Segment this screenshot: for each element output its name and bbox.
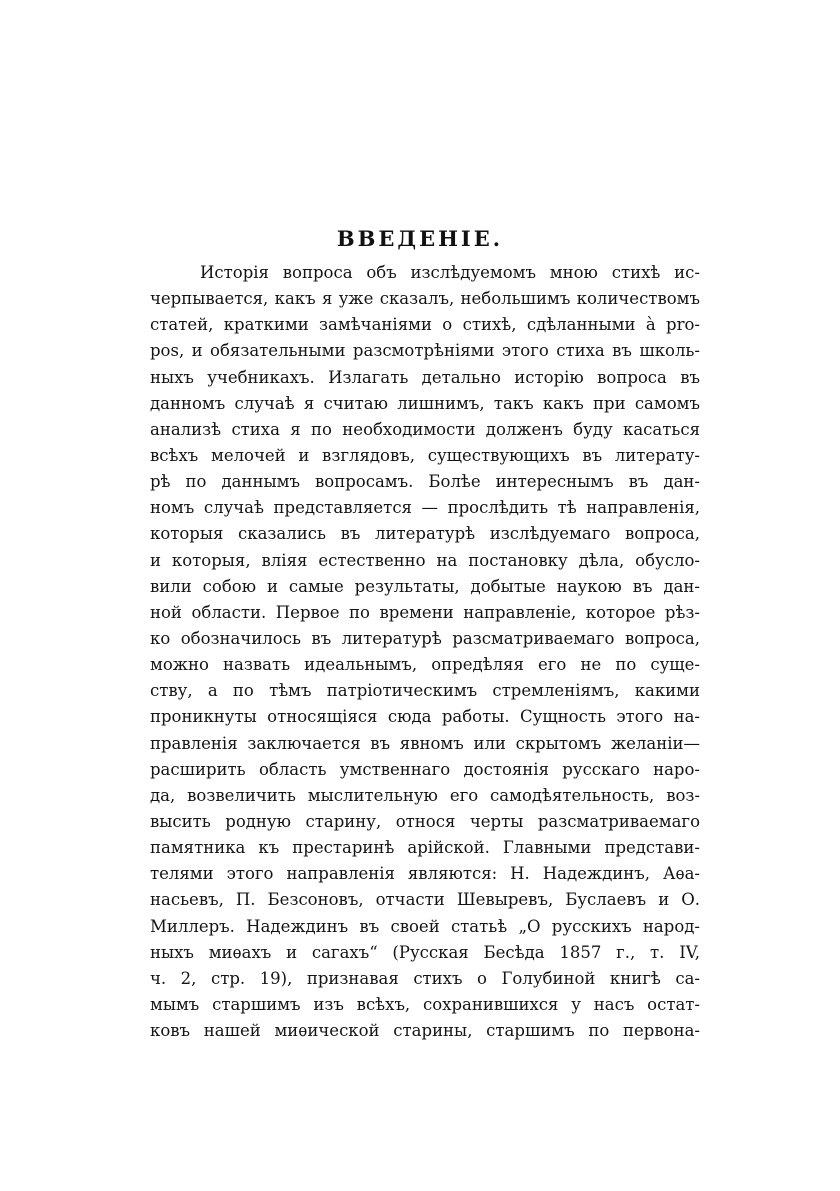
text-line: телями этого направленiя являются: Н. Надеждинъ, Аѳа- [150, 864, 700, 884]
text-line: ныхъ миѳахъ и сагахъ“ (Русская Бесѣда 1857 г., т. IV, [150, 942, 700, 962]
text-line: данномъ случаѣ я считаю лишнимъ, такъ какъ при самомъ [150, 393, 700, 413]
text-line: правленiя заключается въ явномъ или скрытомъ желанiи— [150, 733, 700, 753]
text-line: вили собою и самые результаты, добытые наукою въ дан- [150, 576, 700, 596]
text-line: анализѣ стиха я по необходимости долженъ буду касаться [150, 419, 700, 439]
text-line: pos, и обязательными разсмотрѣнiями этого стиха въ школь- [150, 341, 700, 361]
text-line: ныхъ учебникахъ. Излагать детально исторiю вопроса въ [150, 367, 700, 387]
text-line: которыя сказались въ литературѣ изслѣдуемаго вопроса, [150, 524, 700, 544]
text-line: ч. 2, стр. 19), признавая стихъ о Голубиной книгѣ са- [150, 968, 700, 988]
text-line: номъ случаѣ представляется — прослѣдить тѣ направленiя, [150, 498, 700, 518]
text-line: рѣ по даннымъ вопросамъ. Болѣе интереснымъ въ дан- [150, 472, 700, 492]
text-line: проникнуты относящiяся сюда работы. Сущность этого на- [150, 707, 700, 727]
text-line: мымъ старшимъ изъ всѣхъ, сохранившихся у насъ остат- [150, 994, 700, 1014]
text-line: ко обозначилось въ литературѣ разсматриваемаго вопроса, [150, 628, 700, 648]
body-text [150, 260, 700, 1044]
chapter-title: ВВЕДЕНIЕ. [336, 226, 504, 251]
text-line: и которыя, влiяя естественно на постановку дѣла, обусло- [150, 550, 700, 570]
text-line: да, возвеличить мыслительную его самодѣятельность, воз- [150, 785, 700, 805]
text-line: можно назвать идеальнымъ, опредѣляя его не по суще- [150, 655, 700, 675]
text-line: черпывается, какъ я уже сказалъ, небольшимъ количествомъ [150, 289, 700, 309]
text-line: Миллеръ. Надеждинъ въ своей статьѣ „О русскихъ народ- [150, 916, 700, 936]
text-line: Исторiя вопроса объ изслѣдуемомъ мною стихѣ ис- [200, 263, 700, 282]
text-line: памятника къ престаринѣ арiйской. Главными представи- [150, 838, 700, 858]
text-line: ству, а по тѣмъ патрiотическимъ стремленiямъ, какими [150, 681, 700, 701]
text-line: ной области. Первое по времени направленiе, которое рѣз- [150, 602, 700, 622]
text-line: расширить область умственнаго достоянiя русскаго наро- [150, 759, 700, 779]
text-line: высить родную старину, относя черты разсматриваемаго [150, 811, 700, 831]
text-line: всѣхъ мелочей и взглядовъ, существующихъ въ литерату- [150, 445, 700, 465]
text-line: статей, краткими замѣчанiями о стихѣ, сдѣланными à pro- [150, 315, 700, 335]
text-line: ковъ нашей миѳической старины, старшимъ по первона- [150, 1021, 700, 1041]
text-line: насьевъ, П. Безсоновъ, отчасти Шевыревъ, Буслаевъ и О. [150, 890, 700, 910]
